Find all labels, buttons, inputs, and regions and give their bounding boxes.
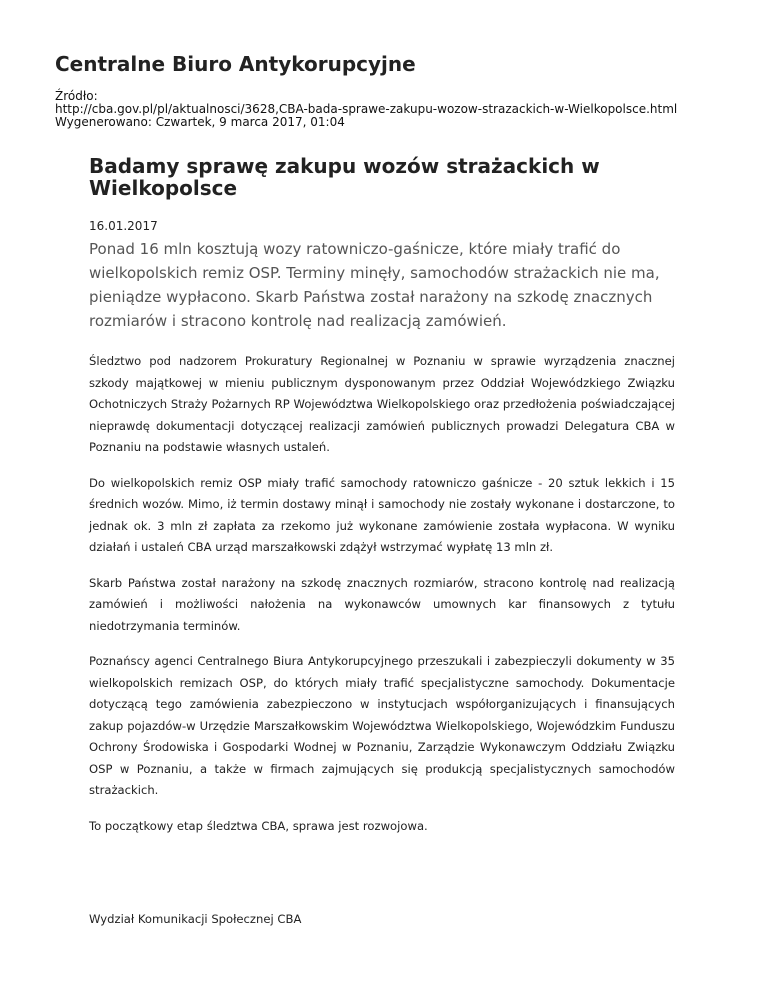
source-label: Źródło:	[55, 89, 98, 103]
generated-timestamp: Wygenerowano: Czwartek, 9 marca 2017, 01:04	[55, 115, 345, 129]
article-paragraph: Poznańscy agenci Centralnego Biura Antykorupcyjnego przeszukali i zabezpieczyli dokumenty w 35 wielkopolskich remizach OSP, do których miały trafić specjalistyczne samochody. Dokumentacje dotyczącą tego zamówienia zabezpieczono w instytucjach współorganizujących i finansujących zakup pojazdów-w Urzędzie Marszałkowskim Województwa Wielkopolskiego, Wojewódzkim Funduszu Ochrony Środowiska i Gospodarki Wodnej w Poznaniu, Zarządzie Wykonawczym Oddziału Związku OSP w Poznaniu, a także w firmach zajmujących się produkcją specjalistycznych samochodów strażackich.	[89, 654, 675, 797]
document-meta	[55, 90, 677, 129]
article-paragraph: Śledztwo pod nadzorem Prokuratury Regionalnej w Poznaniu w sprawie wyrządzenia znacznej szkody majątkowej w mieniu publicznym dysponowanym przez Oddział Wojewódzkiego Związku Ochotniczych Straży Pożarnych RP Województwa Wielkopolskiego oraz przedłożenia poświadczającej nieprawdę dokumentacji dotyczącej realizacji zamówień publicznych prowadzi Delegatura CBA w Poznaniu na podstawie własnych ustaleń.	[89, 354, 675, 454]
article-date: 16.01.2017	[89, 219, 158, 233]
site-title: Centralne Biuro Antykorupcyjne	[55, 52, 416, 76]
article-paragraph: To początkowy etap śledztwa CBA, sprawa jest rozwojowa.	[89, 818, 428, 833]
source-url: http://cba.gov.pl/pl/aktualnosci/3628,CBA-bada-sprawe-zakupu-wozow-strazackich-w-Wielkopolsce.html	[55, 102, 678, 116]
article-lead: Ponad 16 mln kosztują wozy ratowniczo-gaśnicze, które miały trafić do wielkopolskich remiz OSP. Terminy minęły, samochodów strażackich nie ma, pieniądze wypłacono. Skarb Państwa został narażony na szkodę znacznych rozmiarów i stracono kontrolę nad realizacją zamówień.	[89, 240, 660, 330]
article	[89, 155, 675, 930]
article-title: Badamy sprawę zakupu wozów strażackich w Wielkopolsce	[89, 154, 600, 200]
article-paragraph: Do wielkopolskich remiz OSP miały trafić samochody ratowniczo gaśnicze - 20 sztuk lekkich i 15 średnich wozów. Mimo, iż termin dostawy minął i samochody nie zostały wykonane i dostarczone, to jednak ok. 3 mln zł zapłata za rzekomo już wykonane zamówienie została wypłacona. W wyniku działań i ustaleń CBA urząd marszałkowski zdążył wstrzymać wypłatę 13 mln zł.	[89, 475, 675, 554]
article-signature: Wydział Komunikacji Społecznej CBA	[89, 912, 302, 926]
article-paragraph: Skarb Państwa został narażony na szkodę znacznych rozmiarów, stracono kontrolę nad realizacją zamówień i możliwości nałożenia na wykonawców umownych kar finansowych z tytułu niedotrzymania terminów.	[89, 575, 675, 633]
